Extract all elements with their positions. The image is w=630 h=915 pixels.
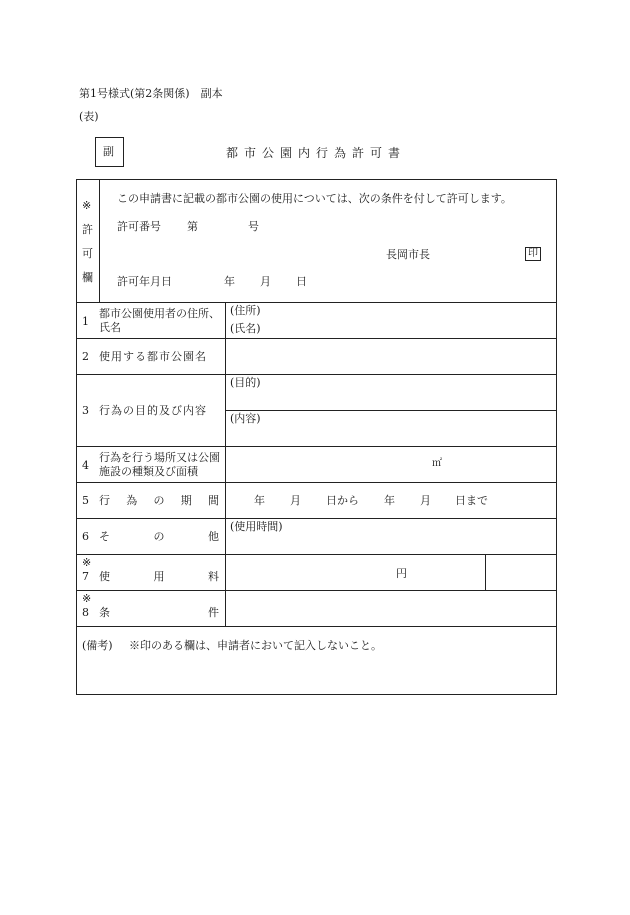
permit-statement: この申請書に記載の都市公園の使用については、次の条件を付して許可します。 [117,192,512,205]
row7-label-char: 使 [99,570,110,583]
row5-year-end: 年 [384,494,395,507]
row2-number: 2 [82,350,89,363]
row8-number: 8 [82,606,89,619]
row6-label-char: の [153,530,165,543]
row8-mark: ※ [82,592,92,605]
row3-label: 行為の目的及び内容 [99,404,207,417]
permit-number-label: 許可番号 [117,220,161,233]
permit-vlabel-2: 可 [82,247,93,260]
permit-divider [99,179,100,302]
row1-label: 都市公園使用者の住所、氏名 [99,307,220,334]
fee-divider [485,554,486,590]
permit-date-label: 許可年月日 [117,275,172,288]
row5-number: 5 [82,494,89,507]
row5-label-char: 行 [99,494,110,507]
row7-label-char: 用 [153,570,165,583]
row5-label-char: 期 [180,494,192,507]
copy-box-label: 副 [103,145,114,158]
document-title: 都市公園内行為許可書 [226,146,407,160]
permit-mark: ※ [82,199,92,212]
row1-number: 1 [82,315,89,328]
row2-label: 使用する都市公園名 [99,350,207,363]
mayor-title: 長岡市長 [386,248,430,261]
row7-mark: ※ [82,556,92,569]
remarks-text: ※印のある欄は、申請者において記入しないこと。 [129,639,382,652]
permit-vlabel-3: 欄 [82,271,93,284]
row5-label-char: の [153,494,165,507]
row1-name-sub: (氏名) [230,322,261,335]
row3-split [225,410,557,411]
label-column-divider [225,302,226,626]
row8-label-char: 件 [208,606,219,619]
permit-number-suffix: 号 [248,220,259,233]
side-label: (表) [79,110,99,123]
row5-label [99,495,219,506]
row7-label [99,571,219,582]
permit-date-month: 月 [260,275,271,288]
row1-address-sub: (住所) [230,304,261,317]
row8-label [99,607,219,618]
row6-label-char: 他 [208,530,219,543]
row4-label: 行為を行う場所又は公園施設の種類及び面積 [99,451,220,478]
row8-label-char: 条 [99,606,110,619]
permit-vlabel-1: 許 [82,223,93,236]
row6-time-sub: (使用時間) [230,520,283,533]
row3-purpose-sub: (目的) [230,376,261,389]
permit-date-year: 年 [224,275,235,288]
permit-date-day: 日 [296,275,307,288]
row5-to: 日まで [455,494,488,507]
row7-unit: 円 [396,567,407,580]
remarks-label: (備考) [82,639,113,652]
row6-label [99,531,219,542]
row6-label-char: そ [99,530,110,543]
row5-label-char: 為 [126,494,138,507]
row5-from: 日から [326,494,359,507]
row5-year-start: 年 [254,494,265,507]
row7-label-char: 料 [208,570,219,583]
row5-month-start: 月 [290,494,301,507]
row4-unit: ㎡ [432,458,442,469]
row7-number: 7 [82,570,89,583]
row5-label-char: 間 [208,494,219,507]
form-number: 第1号様式(第2条関係) 副本 [79,87,223,100]
row5-month-end: 月 [420,494,431,507]
permit-number-prefix: 第 [187,220,198,233]
row6-number: 6 [82,530,89,543]
row3-number: 3 [82,404,89,417]
row3-content-sub: (内容) [230,412,261,425]
row4-number: 4 [82,459,89,472]
seal-mark: 印 [525,247,541,261]
